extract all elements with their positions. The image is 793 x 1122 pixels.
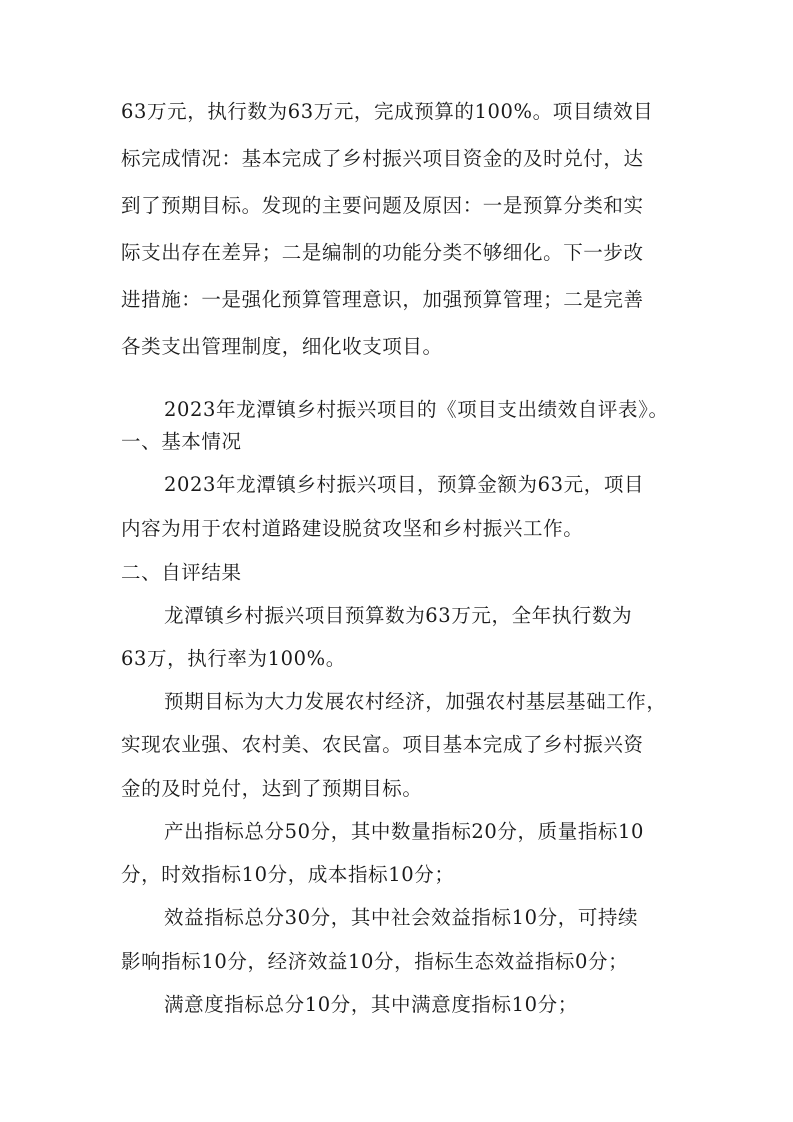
paragraph-3-line-1: 龙潭镇乡村振兴项目预算数为63万元，全年执行数为 [164, 604, 633, 627]
paragraph-5-line-1: 产出指标总分50分，其中数量指标20分，质量指标10 [164, 820, 645, 843]
paragraph-2-line-1: 2023年龙潭镇乡村振兴项目，预算金额为63元，项目 [164, 473, 645, 496]
paragraph-4-line-2: 实现农业强、农村美、农民富。项目基本完成了乡村振兴资 [121, 733, 644, 756]
paragraph-4-line-1: 预期目标为大力发展农村经济，加强农村基层基础工作， [164, 690, 667, 713]
paragraph-1-line-3: 到了预期目标。发现的主要问题及原因：一是预算分类和实 [121, 194, 644, 217]
paragraph-1-line-1: 63万元，执行数为63万元，完成预算的100%。项目绩效目 [121, 100, 654, 123]
paragraph-6-line-2: 影响指标10分，经济效益10分，指标生态效益指标0分； [121, 950, 629, 973]
paragraph-1-line-6: 各类支出管理制度，细化收支项目。 [121, 335, 443, 358]
paragraph-1-line-5: 进措施：一是强化预算管理意识，加强预算管理；二是完善 [121, 288, 644, 311]
paragraph-1-line-2: 标完成情况：基本完成了乡村振兴项目资金的及时兑付，达 [121, 147, 644, 170]
paragraph-4-line-3: 金的及时兑付，达到了预期目标。 [121, 777, 423, 800]
paragraph-2-line-2: 内容为用于农村道路建设脱贫攻坚和乡村振兴工作。 [121, 517, 584, 540]
section-title: 2023年龙潭镇乡村振兴项目的《项目支出绩效自评表》。 [164, 398, 669, 421]
paragraph-5-line-2: 分，时效指标10分，成本指标10分； [121, 863, 455, 886]
heading-basic-info: 一、基本情况 [121, 430, 242, 453]
paragraph-7-line-1: 满意度指标总分10分，其中满意度指标10分； [164, 993, 578, 1016]
paragraph-3-line-2: 63万，执行率为100%。 [121, 647, 346, 670]
paragraph-1-line-4: 际支出存在差异；二是编制的功能分类不够细化。下一步改 [121, 241, 644, 264]
paragraph-6-line-1: 效益指标总分30分，其中社会效益指标10分，可持续 [164, 906, 639, 929]
heading-self-evaluation: 二、自评结果 [121, 561, 242, 584]
